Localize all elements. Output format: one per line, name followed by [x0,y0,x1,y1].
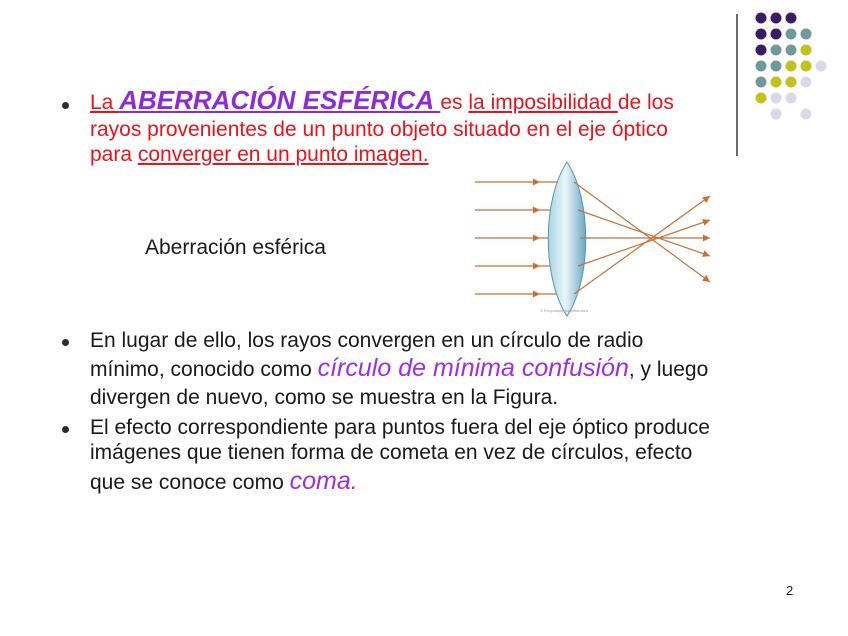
bullet-marker-1 [62,102,69,109]
figure-caption: Aberración esférica [145,236,326,259]
decorative-dot [756,13,767,24]
decorative-dot [801,77,812,88]
circle-of-confusion-paragraph [90,328,800,410]
decorative-dot [816,61,827,72]
intro-word: La [90,91,120,114]
lens-shape [548,162,586,316]
bullet-2-line-1: En lugar de ello, los rayos convergen en un círculo de radio [90,329,644,352]
decorative-dot [771,13,782,24]
decorative-dot [771,29,782,40]
decorative-dot [786,93,797,104]
decorative-dot [771,61,782,72]
bullet-2-line-3: divergen de nuevo, como se muestra en la Figura. [90,386,559,409]
definition-line-2: rayos provenientes de un punto objeto situado en el eje óptico [90,118,668,141]
decorative-dot [756,29,767,40]
definition-underlined: la imposibilidad [468,91,618,114]
bullet-3-line-1: El efecto correspondiente para puntos fuera del eje óptico produce [90,416,710,439]
bullet-2-line-2-start: mínimo, conocido como [90,358,318,381]
circle-of-confusion-term: círculo de mínima confusión [317,354,629,382]
spherical-aberration-figure [470,160,720,318]
bullet-2-line-2-end: , y luego [628,358,709,381]
bullet-marker-2 [62,339,69,346]
definition-line-3-start: para [90,143,138,166]
decorative-dot-grid [735,8,835,138]
decorative-dot [786,77,797,88]
decorative-dot [756,45,767,56]
decorative-dot [771,77,782,88]
definition-paragraph [90,86,740,167]
decorative-dot [801,61,812,72]
figure-credit: © Encyclopædia Britannica [540,308,589,313]
bullet-marker-3 [62,426,69,433]
decorative-dot [786,29,797,40]
decorative-dot [786,45,797,56]
decorative-dot [786,61,797,72]
bullet-3-line-3-start: que se conoce como [90,471,290,494]
refracted-rays [574,182,710,294]
decorative-dot [801,109,812,120]
page-number: 2 [786,583,794,598]
spherical-aberration-title: ABERRACIÓN ESFÉRICA [119,85,441,115]
definition-rest: de los [617,91,674,114]
decorative-dot [771,93,782,104]
decorative-dot [801,45,812,56]
decorative-dot [756,93,767,104]
decorative-dot [801,29,812,40]
definition-verb: es [440,91,469,114]
decorative-dot [756,77,767,88]
coma-term: coma. [289,467,358,495]
decorative-dot [771,109,782,120]
coma-paragraph [90,415,810,499]
definition-line-3-underlined: converger en un punto imagen. [137,143,429,166]
decorative-dot [771,45,782,56]
bullet-3-line-2: imágenes que tienen forma de cometa en vez de círculos, efecto [90,441,693,464]
decorative-dot [786,13,797,24]
decorative-dot [756,61,767,72]
